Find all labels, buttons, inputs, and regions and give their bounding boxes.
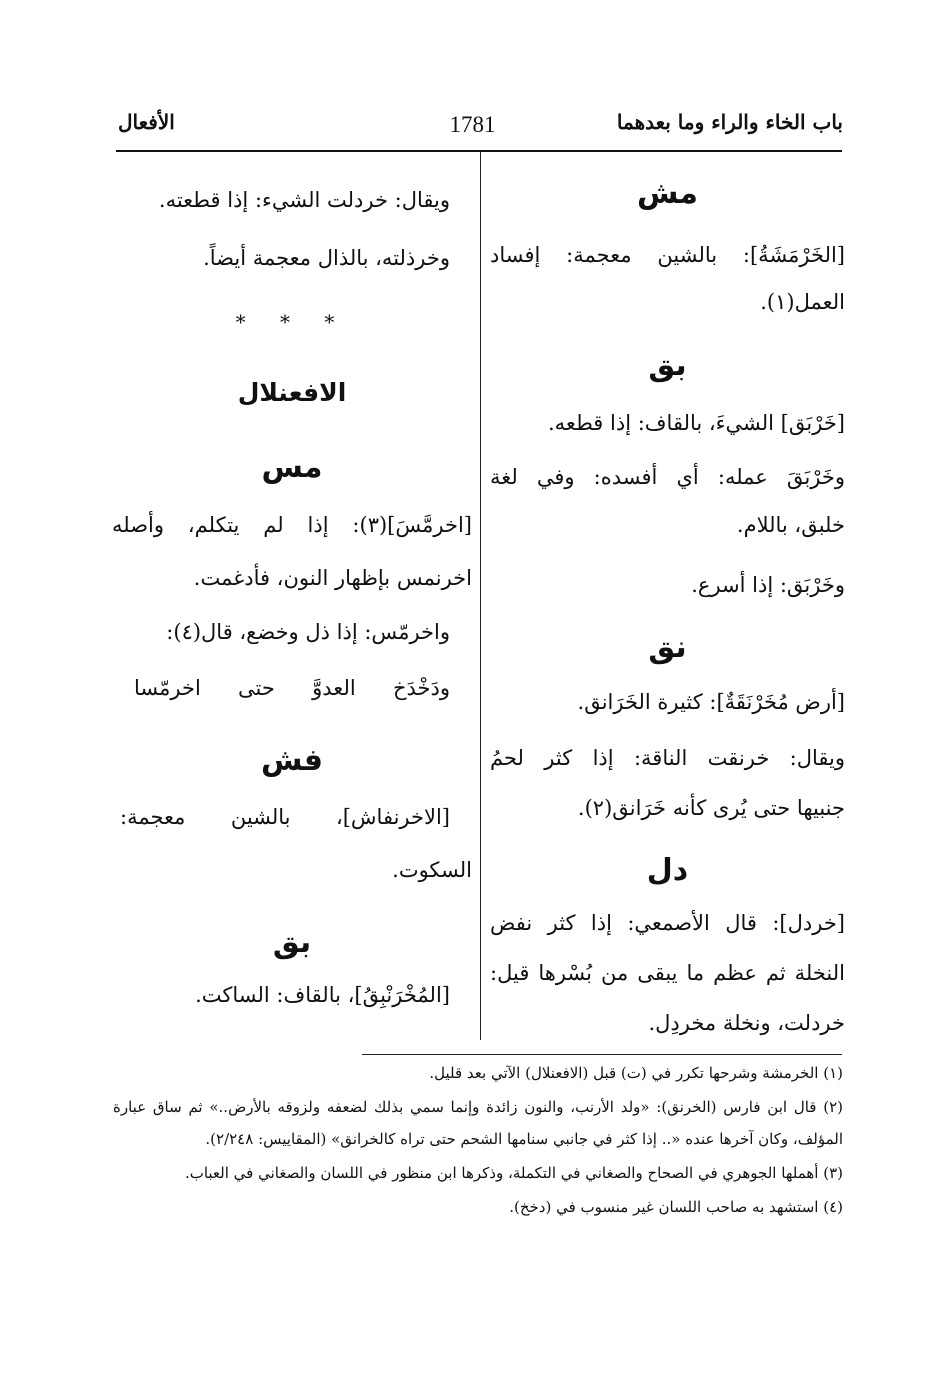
entry-line: جنبيها حتى يُرى كأنه خَرَانق(٢).: [577, 796, 845, 820]
page-number: 1781: [449, 112, 496, 137]
chapter-heading: الافعنلال: [237, 378, 347, 407]
entry-line: واخرمّس: إذا ذل وخضع، قال(٤):: [166, 620, 450, 644]
footnote: (٢) قال ابن فارس (الخرنق): «ولد الأرنب، والنون زائدة وإنما سمي بذلك لضعفه ولزوقه بالأرض..» ثم ساق عبارة: [113, 1098, 843, 1116]
running-head-chapter: باب الخاء والراء وما بعدهما: [616, 110, 843, 134]
entry-line: [خردل]: قال الأصمعي: إذا كثر نفض: [490, 911, 845, 935]
entry-line: ويقال: خردلت الشيء: إذا قطعته.: [158, 188, 450, 212]
footnote: (٣) أهملها الجوهري في الصحاح والصغاني في التكملة، وذكرها ابن منظور في اللسان والصغاني في العباب.: [184, 1164, 843, 1182]
section-heading: مس: [261, 450, 323, 485]
entry-line: العمل(١).: [760, 290, 845, 314]
entry-line: وخرذلته، بالذال معجمة أيضاً.: [203, 246, 450, 270]
footnote: (٤) استشهد به صاحب اللسان غير منسوب في (دخخ).: [509, 1198, 843, 1216]
entry-line: [خَرْبَق] الشيءَ، بالقاف: إذا قطعه.: [548, 411, 845, 435]
column-divider: [480, 152, 481, 1040]
section-heading: فش: [260, 743, 324, 778]
running-head-section: الأفعال: [118, 110, 175, 134]
section-heading: دل: [646, 853, 689, 888]
section-heading: بق: [272, 925, 312, 960]
entry-line: [الاخرنفاش]، بالشين معجمة:: [120, 805, 450, 829]
entry-line: النخلة ثم عظم ما يبقى من بُسْرها قيل:: [490, 961, 845, 985]
entry-line: [الخَرْمَشَةُ]: بالشين معجمة: إفساد: [490, 243, 845, 267]
entry-line: اخرنمس بإظهار النون، فأدغمت.: [193, 566, 472, 590]
footnote: (١) الخرمشة وشرحها تكرر في (ت) قبل (الافعنلال) الآتي بعد قليل.: [429, 1064, 843, 1082]
entry-line: ويقال: خرنقت الناقة: إذا كثر لحمُ: [490, 746, 845, 770]
entry-line: وخَرْبَقَ عمله: أي أفسده: وفي لغة: [490, 465, 845, 489]
entry-line: السكوت.: [392, 858, 472, 882]
section-heading: مش: [637, 176, 698, 211]
footnote-rule: [362, 1054, 842, 1055]
section-heading: بق: [648, 348, 687, 383]
header-rule: [116, 150, 842, 152]
entry-line: [اخرمَّسَ](٣): إذا لم يتكلم، وأصله: [112, 513, 472, 537]
footnote-continuation: المؤلف، وكان آخرها عنده «.. إذا كثر في جانبي سنامها الشحم حتى تراه كالخرانق» (المقاييس: ٢/٢٤٨).: [205, 1130, 843, 1148]
entry-line: خلبق، باللام.: [736, 513, 845, 537]
entry-line: وخَرْبَق: إذا أسرع.: [691, 573, 845, 597]
entry-line: خردلت، ونخلة مخردِل.: [648, 1011, 845, 1035]
verse-line: ودَخْدَخ العدوَّ حتى اخرمّسا: [134, 676, 450, 700]
section-heading: نق: [648, 630, 687, 665]
section-separator: * * *: [235, 310, 349, 334]
entry-line: [أرض مُخَرْنَقَةٌ]: كثيرة الخَرَانق.: [577, 690, 845, 714]
entry-line: [المُخْرَنْبِقُ]، بالقاف: الساكت.: [195, 983, 450, 1007]
